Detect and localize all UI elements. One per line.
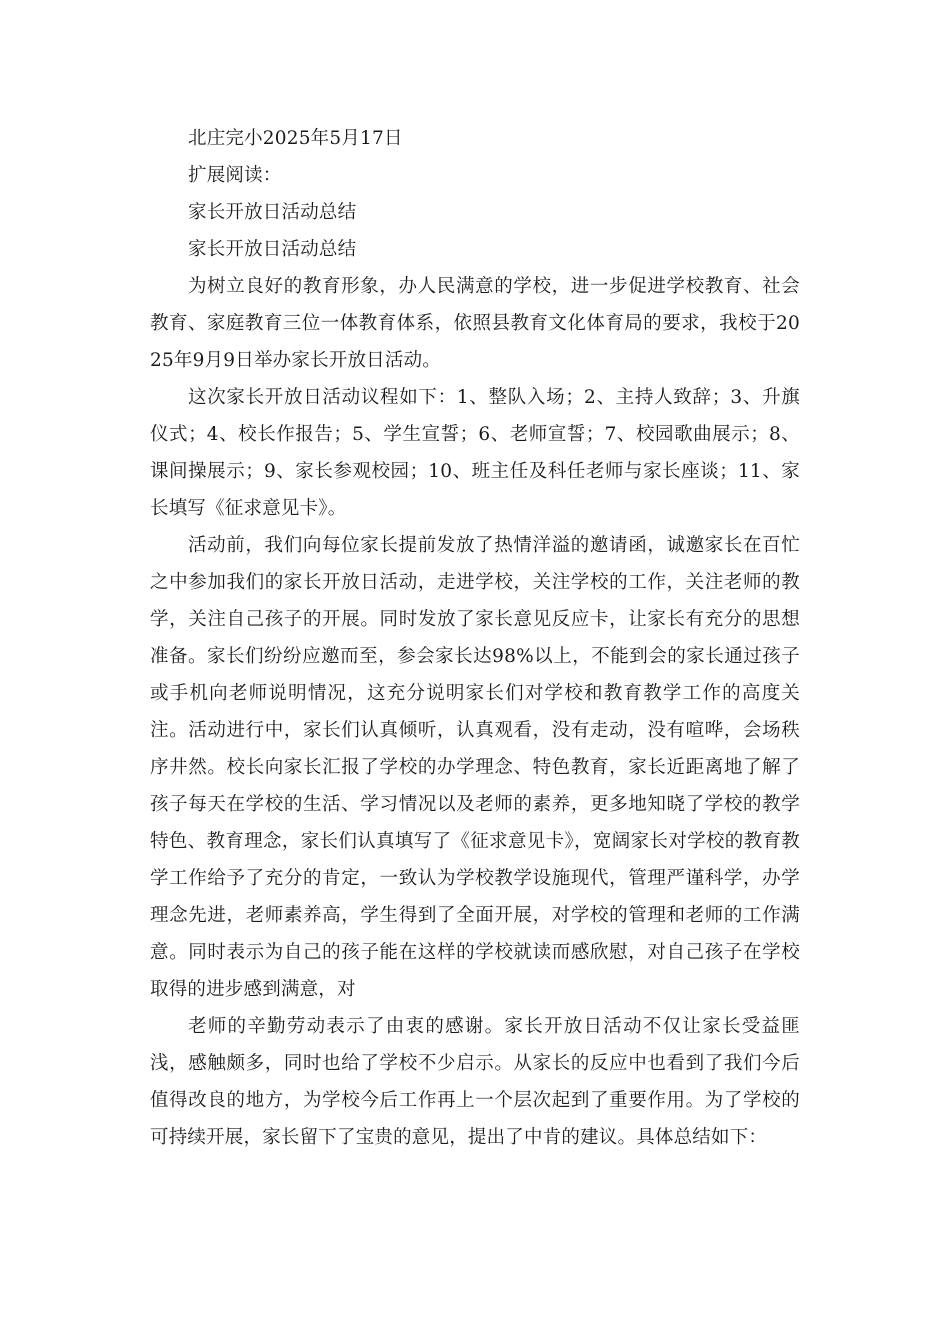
article-title: 家长开放日活动总结 [188, 202, 357, 223]
extended-reading-label: 扩展阅读： [188, 165, 282, 186]
paragraph-thanks: 老师的辛勤劳动表示了由衷的感谢。家长开放日活动不仅让家长受益匪浅，感触颇多，同时也给了学校不少启示。从家长的反应中也看到了我们今后值得改良的地方，为学校今后工作再上一个层次起到了重要作用。为了学校的可持续开展，家长留下了宝贵的意见，提出了中肯的建议。具体总结如下： [150, 1016, 800, 1148]
paragraph-intro: 为树立良好的教育形象，办人民满意的学校，进一步促进学校教育、社会教育、家庭教育三位一体教育体系，依照县教育文化体育局的要求，我校于2025年9月9日举办家长开放日活动。 [150, 276, 800, 371]
signature-line: 北庄完小2025年5月17日 [188, 128, 403, 149]
paragraph-activity: 活动前，我们向每位家长提前发放了热情洋溢的邀请函，诚邀家长在百忙之中参加我们的家长开放日活动，走进学校，关注学校的工作，关注老师的教学，关注自己孩子的开展。同时发放了家长意见反应卡，让家长有充分的思想准备。家长们纷纷应邀而至，参会家长达98%以上，不能到会的家长通过孩子或手机向老师说明情况，这充分说明家长们对学校和教育教学工作的高度关注。活动进行中，家长们认真倾听，认真观看，没有走动，没有喧哗，会场秩序井然。校长向家长汇报了学校的办学理念、特色教育，家长近距离地了解了孩子每天在学校的生活、学习情况以及老师的素养，更多地知晓了学校的教学特色、教育理念，家长们认真填写了《征求意见卡》，宽阔家长对学校的教育教学工作给予了充分的肯定，一致认为学校教学设施现代，管理严谨科学，办学理念先进，老师素养高，学生得到了全面开展，对学校的管理和老师的工作满意。同时表示为自己的孩子能在这样的学校就读而感欣慰，对自己孩子在学校取得的进步感到满意，对 [150, 535, 800, 1000]
document-body [150, 120, 800, 1156]
paragraph-agenda: 这次家长开放日活动议程如下：1、整队入场；2、主持人致辞；3、升旗仪式；4、校长作报告；5、学生宣誓；6、老师宣誓；7、校园歌曲展示；8、课间操展示；9、家长参观校园；10、班主任及科任老师与家长座谈；11、家长填写《征求意见卡》。 [150, 387, 800, 519]
article-subtitle: 家长开放日活动总结 [188, 239, 357, 260]
